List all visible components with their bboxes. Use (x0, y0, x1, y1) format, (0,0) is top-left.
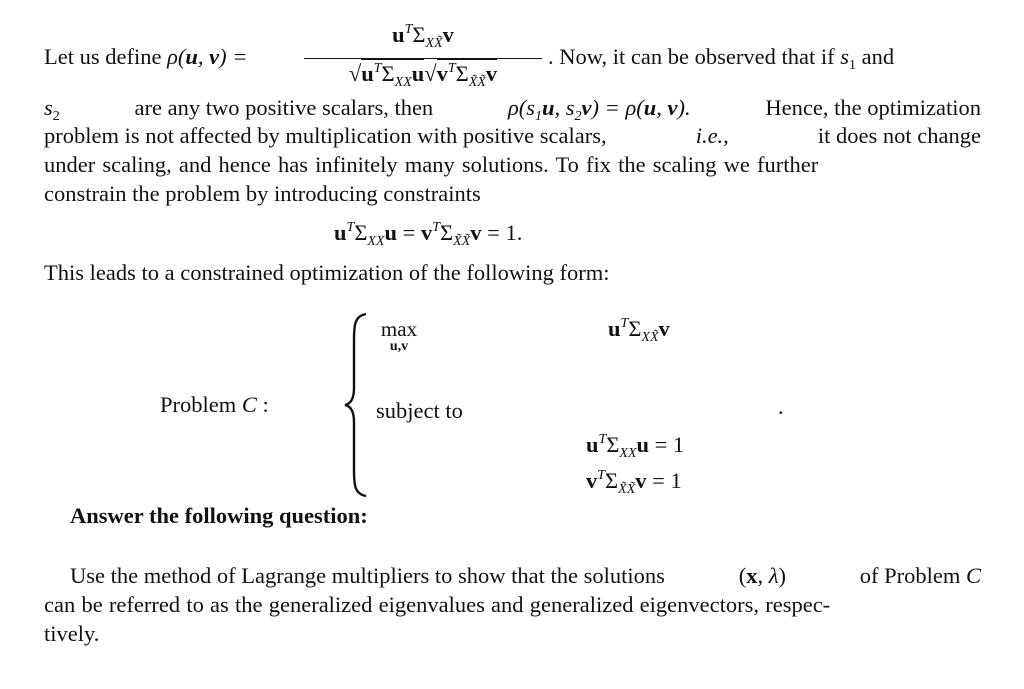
objective: $u^T\Sigma_{XX̃}v$ (608, 316, 670, 345)
fraction-denominator: $√u^T\Sigma_{XX}u√v^T\Sigma_{X̃X̃}v$ (348, 61, 498, 90)
constraint-1: $u^T\Sigma_{XX}u = 1$ (586, 432, 685, 461)
paragraph-line-4: under scaling, and hence has infinitely many solutions. To fix the scaling we further (44, 152, 819, 177)
problem-label: Problem C : (160, 392, 269, 417)
paragraph-line-2: $s_2$ are any two positive scalars, then $\rho(s_1u$, $s_2v) = \rho(u$, v). Hence, the optimization (44, 95, 981, 124)
max-operator: max u,v (380, 317, 418, 354)
question-heading: Answer the following question: (70, 503, 368, 528)
fraction-numerator: $u^T\Sigma_{XX̃}v$ (392, 22, 454, 51)
trailing-dot: . (778, 394, 784, 419)
lead-text: This leads to a constrained optimization of the following form: (44, 260, 610, 285)
solution-pair: (x, λ) (738, 563, 786, 588)
question-line-2: can be referred to as the generalized eigenvalues and generalized eigenvectors, respec- (44, 592, 831, 617)
after-fraction-text: . Now, it can be observed that if $s_1$ and (548, 44, 895, 73)
constraint-2: $v^T\Sigma_{X̃X̃}v = 1$ (586, 468, 682, 497)
constraint-equation: $u^T\Sigma_{XX}u = v^T\Sigma_{X̃X̃}v = 1$. (334, 220, 523, 249)
scaling-identity: $\rho(s_1u$, $s_2v) = \rho(u$, v). (507, 95, 691, 124)
rho-expression: ρ(u, v) = (167, 44, 248, 69)
intro-text: Let us define ρ(u, v) = (44, 44, 248, 69)
paragraph-line-5: constrain the problem by introducing constraints (44, 181, 481, 206)
left-brace (342, 312, 372, 498)
paragraph-line-3: problem is not affected by multiplication with positive scalars, i.e., it does not change (44, 123, 981, 148)
question-line-3: tively. (44, 621, 100, 646)
rho-fraction (300, 22, 546, 92)
question-line-1: Use the method of Lagrange multipliers to show that the solutions (x, λ) of Problem C (70, 563, 981, 588)
script-c: C (241, 392, 257, 417)
subject-to-label: subject to (376, 398, 463, 423)
